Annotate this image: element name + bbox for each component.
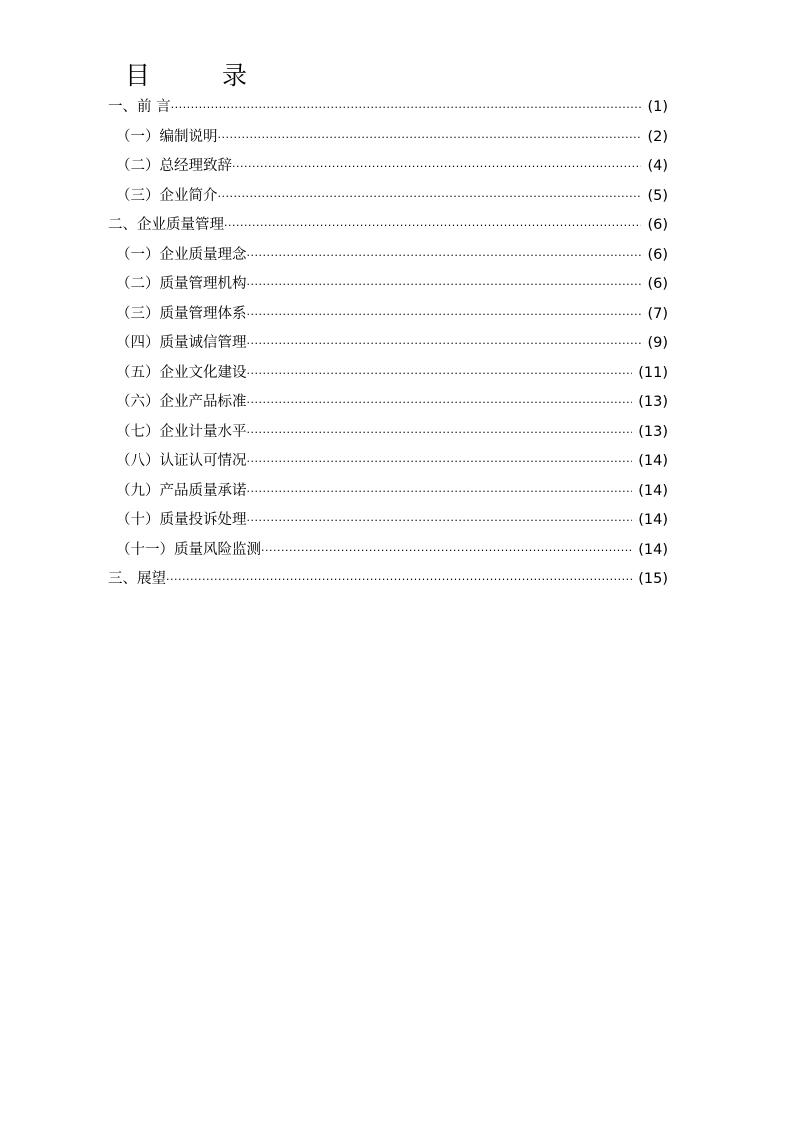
toc-leader-dots [247,359,633,389]
toc-entry[interactable] [108,359,668,389]
toc-leader-dots [247,506,633,536]
toc-entry[interactable] [108,506,668,536]
toc-entry[interactable] [108,182,668,212]
toc-entry-page: (2) [647,128,668,145]
toc-entry-label: （五）企业文化建设 [116,364,247,381]
toc-entry-label: （四）质量诚信管理 [116,335,247,351]
toc-entry-label: （十）质量投诉处理 [116,512,247,528]
toc-entry[interactable] [108,241,668,271]
toc-entry[interactable] [108,152,668,182]
toc-entry[interactable] [108,388,668,418]
toc-entry-page: (6) [647,246,668,263]
toc-entry-label: 三、展望 [108,571,166,587]
toc-leader-dots [247,300,642,330]
toc-entry-page: (14) [638,512,668,528]
toc-leader-dots [218,123,642,153]
toc-entry[interactable] [108,123,668,153]
toc-entry-label: （一）企业质量理念 [116,246,247,263]
toc-leader-dots [247,418,633,448]
toc-entry-label: （八）认证认可情况 [116,453,247,469]
toc-entry-label: （三）质量管理体系 [116,305,247,322]
toc-entry[interactable] [108,93,668,123]
toc-entry-page: (15) [638,571,668,587]
toc-entry-label: （二）质量管理机构 [116,276,247,292]
toc-entry-page: (6) [647,276,668,292]
toc-leader-dots [247,270,642,300]
toc-entry-page: (14) [638,453,668,469]
toc-leader-dots [247,241,642,271]
toc-entry[interactable] [108,536,668,566]
toc-leader-dots [247,329,642,359]
toc-entry-page: (9) [647,335,668,351]
toc-entry-page: (5) [647,187,668,204]
toc-entry[interactable] [108,270,668,300]
toc-entry-page: (6) [647,217,668,233]
toc-entry-page: (14) [638,541,668,558]
toc-entry-label: （六）企业产品标准 [116,394,247,410]
toc-entry[interactable] [108,329,668,359]
toc-entry-label: （一）编制说明 [116,128,218,145]
toc-entry-label: （九）产品质量承诺 [116,482,247,499]
toc-entry-label: （十一）质量风险监测 [116,541,261,558]
toc-entry[interactable] [108,565,668,595]
toc-leader-dots [247,388,633,418]
toc-entry-label: （七）企业计量水平 [116,423,247,440]
toc-leader-dots [171,93,642,123]
toc-entry-page: (1) [647,99,668,115]
toc-entry-page: (4) [647,158,668,174]
toc-entry[interactable] [108,418,668,448]
toc-entry[interactable] [108,447,668,477]
toc-entry[interactable] [108,477,668,507]
toc-title: 目 录 [125,61,279,90]
toc-leader-dots [218,182,642,212]
toc-leader-dots [224,211,641,241]
toc-entry-page: (14) [638,482,668,499]
toc-entry-page: (7) [647,305,668,322]
toc-leader-dots [261,536,632,566]
toc-entry-page: (13) [638,394,668,410]
toc-entry-page: (13) [638,423,668,440]
toc-entry[interactable] [108,300,668,330]
toc-leader-dots [247,477,633,507]
toc-entry-page: (11) [638,364,668,381]
toc-list [108,93,668,595]
toc-entry-label: （二）总经理致辞 [116,158,232,174]
toc-entry-label: 二、企业质量管理 [108,217,224,233]
toc-leader-dots [247,447,633,477]
toc-leader-dots [232,152,641,182]
toc-entry[interactable] [108,211,668,241]
toc-entry-label: 一、前 言 [108,99,171,115]
toc-entry-label: （三）企业简介 [116,187,218,204]
toc-leader-dots [166,565,632,595]
